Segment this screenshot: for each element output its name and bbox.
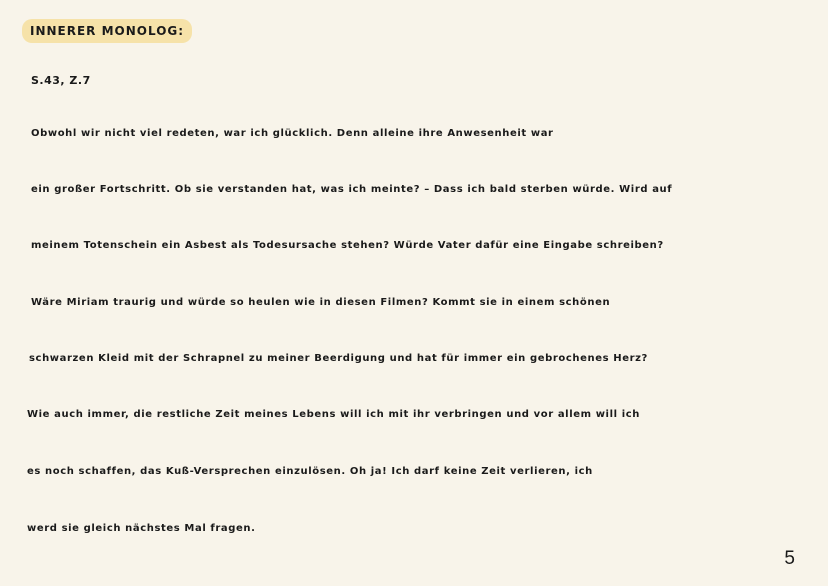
monolog-line: meinem Totenschein ein Asbest als Todesursache stehen? Würde Vater dafür eine Eingabe schreiben? bbox=[31, 240, 664, 251]
page-title bbox=[22, 19, 192, 43]
monolog-line: schwarzen Kleid mit der Schrapnel zu meiner Beerdigung und hat für immer ein gebrochenes Herz? bbox=[29, 353, 648, 364]
title-text: INNERER MONOLOG: bbox=[30, 24, 185, 38]
monolog-line: werd sie gleich nächstes Mal fragen. bbox=[27, 523, 256, 534]
page-number: 5 bbox=[784, 548, 795, 569]
monolog-line: ein großer Fortschritt. Ob sie verstanden hat, was ich meinte? – Dass ich bald sterben würde. Wird auf bbox=[31, 184, 673, 195]
monolog-line: Wäre Miriam traurig und würde so heulen wie in diesen Filmen? Kommt sie in einem schönen bbox=[31, 297, 611, 308]
monolog-line: Wie auch immer, die restliche Zeit meines Lebens will ich mit ihr verbringen und vor allem will ich bbox=[27, 409, 640, 420]
monolog-line: Obwohl wir nicht viel redeten, war ich glücklich. Denn alleine ihre Anwesenheit war bbox=[31, 128, 554, 139]
monolog-line: es noch schaffen, das Kuß-Versprechen einzulösen. Oh ja! Ich darf keine Zeit verlieren, ich bbox=[27, 466, 593, 477]
text-reference: S.43, Z.7 bbox=[31, 74, 91, 87]
